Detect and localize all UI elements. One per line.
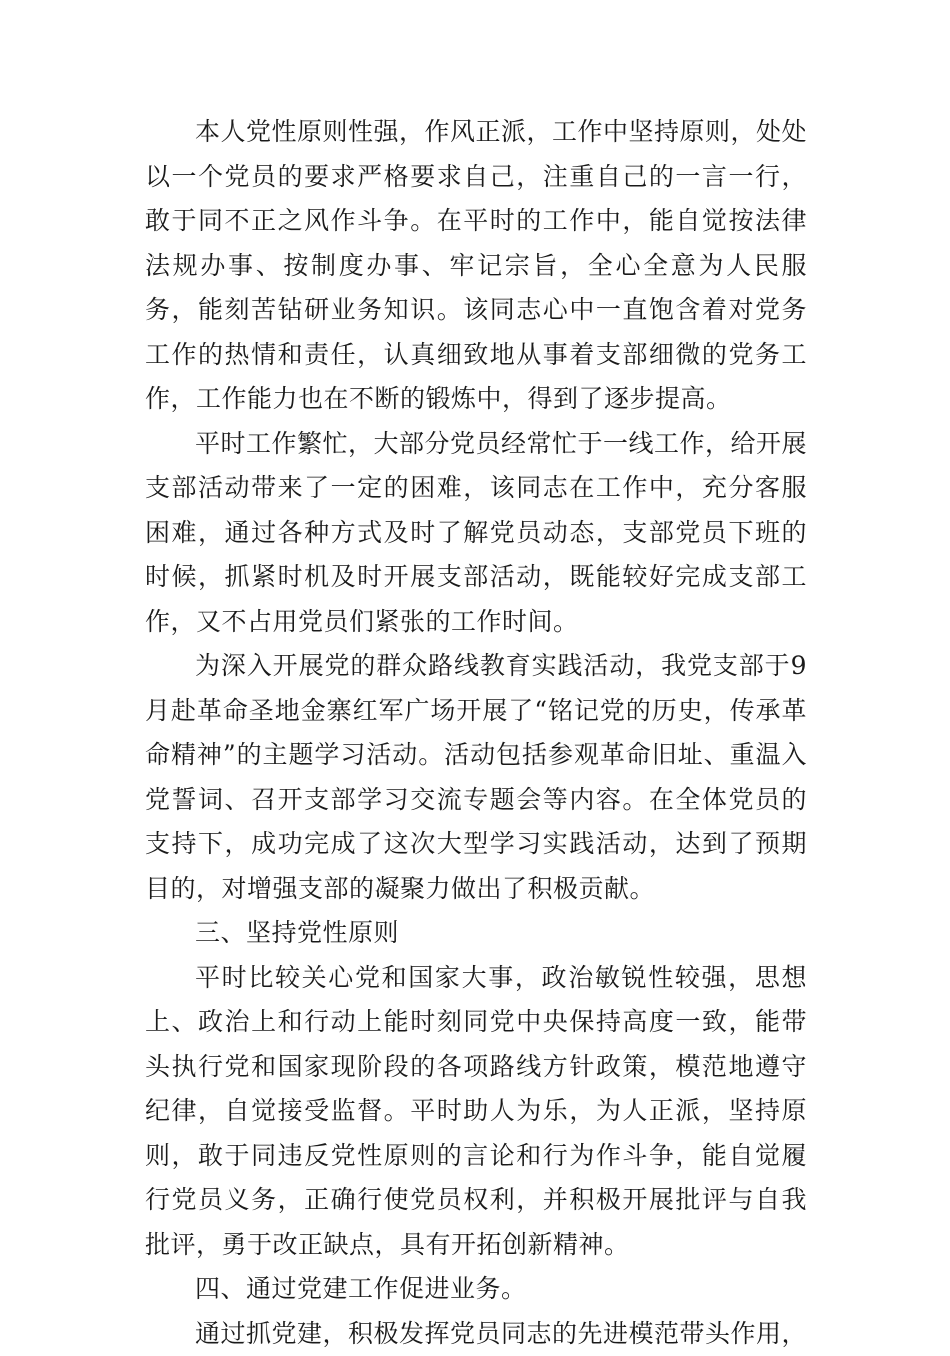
paragraph-busy-work: 平时工作繁忙，大部分党员经常忙于一线工作，给开展支部活动带来了一定的困难，该同志在工作中，充分客服困难，通过各种方式及时了解党员动态，支部党员下班的时候，抓紧时机及时开展支部活动，既能较好完成支部工作，又不占用党员们紧张的工作时间。 <box>145 422 807 645</box>
paragraph-political-stance: 平时比较关心党和国家大事，政治敏锐性较强，思想上、政治上和行动上能时刻同党中央保持高度一致，能带头执行党和国家现阶段的各项路线方针政策，模范地遵守纪律，自觉接受监督。平时助人为乐，为人正派，坚持原则，敢于同违反党性原则的言论和行为作斗争，能自觉履行党员义务，正确行使党员权利，并积极开展批评与自我批评，勇于改正缺点，具有开拓创新精神。 <box>145 956 807 1268</box>
section-heading-4: 四、通过党建工作促进业务。 <box>145 1267 807 1312</box>
paragraph-party-principle: 本人党性原则性强，作风正派，工作中坚持原则，处处以一个党员的要求严格要求自己，注重自己的一言一行，敢于同不正之风作斗争。在平时的工作中，能自觉按法律法规办事、按制度办事、牢记宗旨，全心全意为人民服务，能刻苦钻研业务知识。该同志心中一直饱含着对党务工作的热情和责任，认真细致地从事着支部细微的党务工作，工作能力也在不断的锻炼中，得到了逐步提高。 <box>145 110 807 422</box>
section-heading-3: 三、坚持党性原则 <box>145 911 807 956</box>
paragraph-party-building: 通过抓党建，积极发挥党员同志的先进模范带头作用， <box>145 1312 807 1356</box>
document-page <box>145 110 807 1356</box>
paragraph-study-activity: 为深入开展党的群众路线教育实践活动，我党支部于9月赴革命圣地金寨红军广场开展了“铭记党的历史，传承革命精神”的主题学习活动。活动包括参观革命旧址、重温入党誓词、召开支部学习交流专题会等内容。在全体党员的支持下，成功完成了这次大型学习实践活动，达到了预期目的，对增强支部的凝聚力做出了积极贡献。 <box>145 644 807 911</box>
